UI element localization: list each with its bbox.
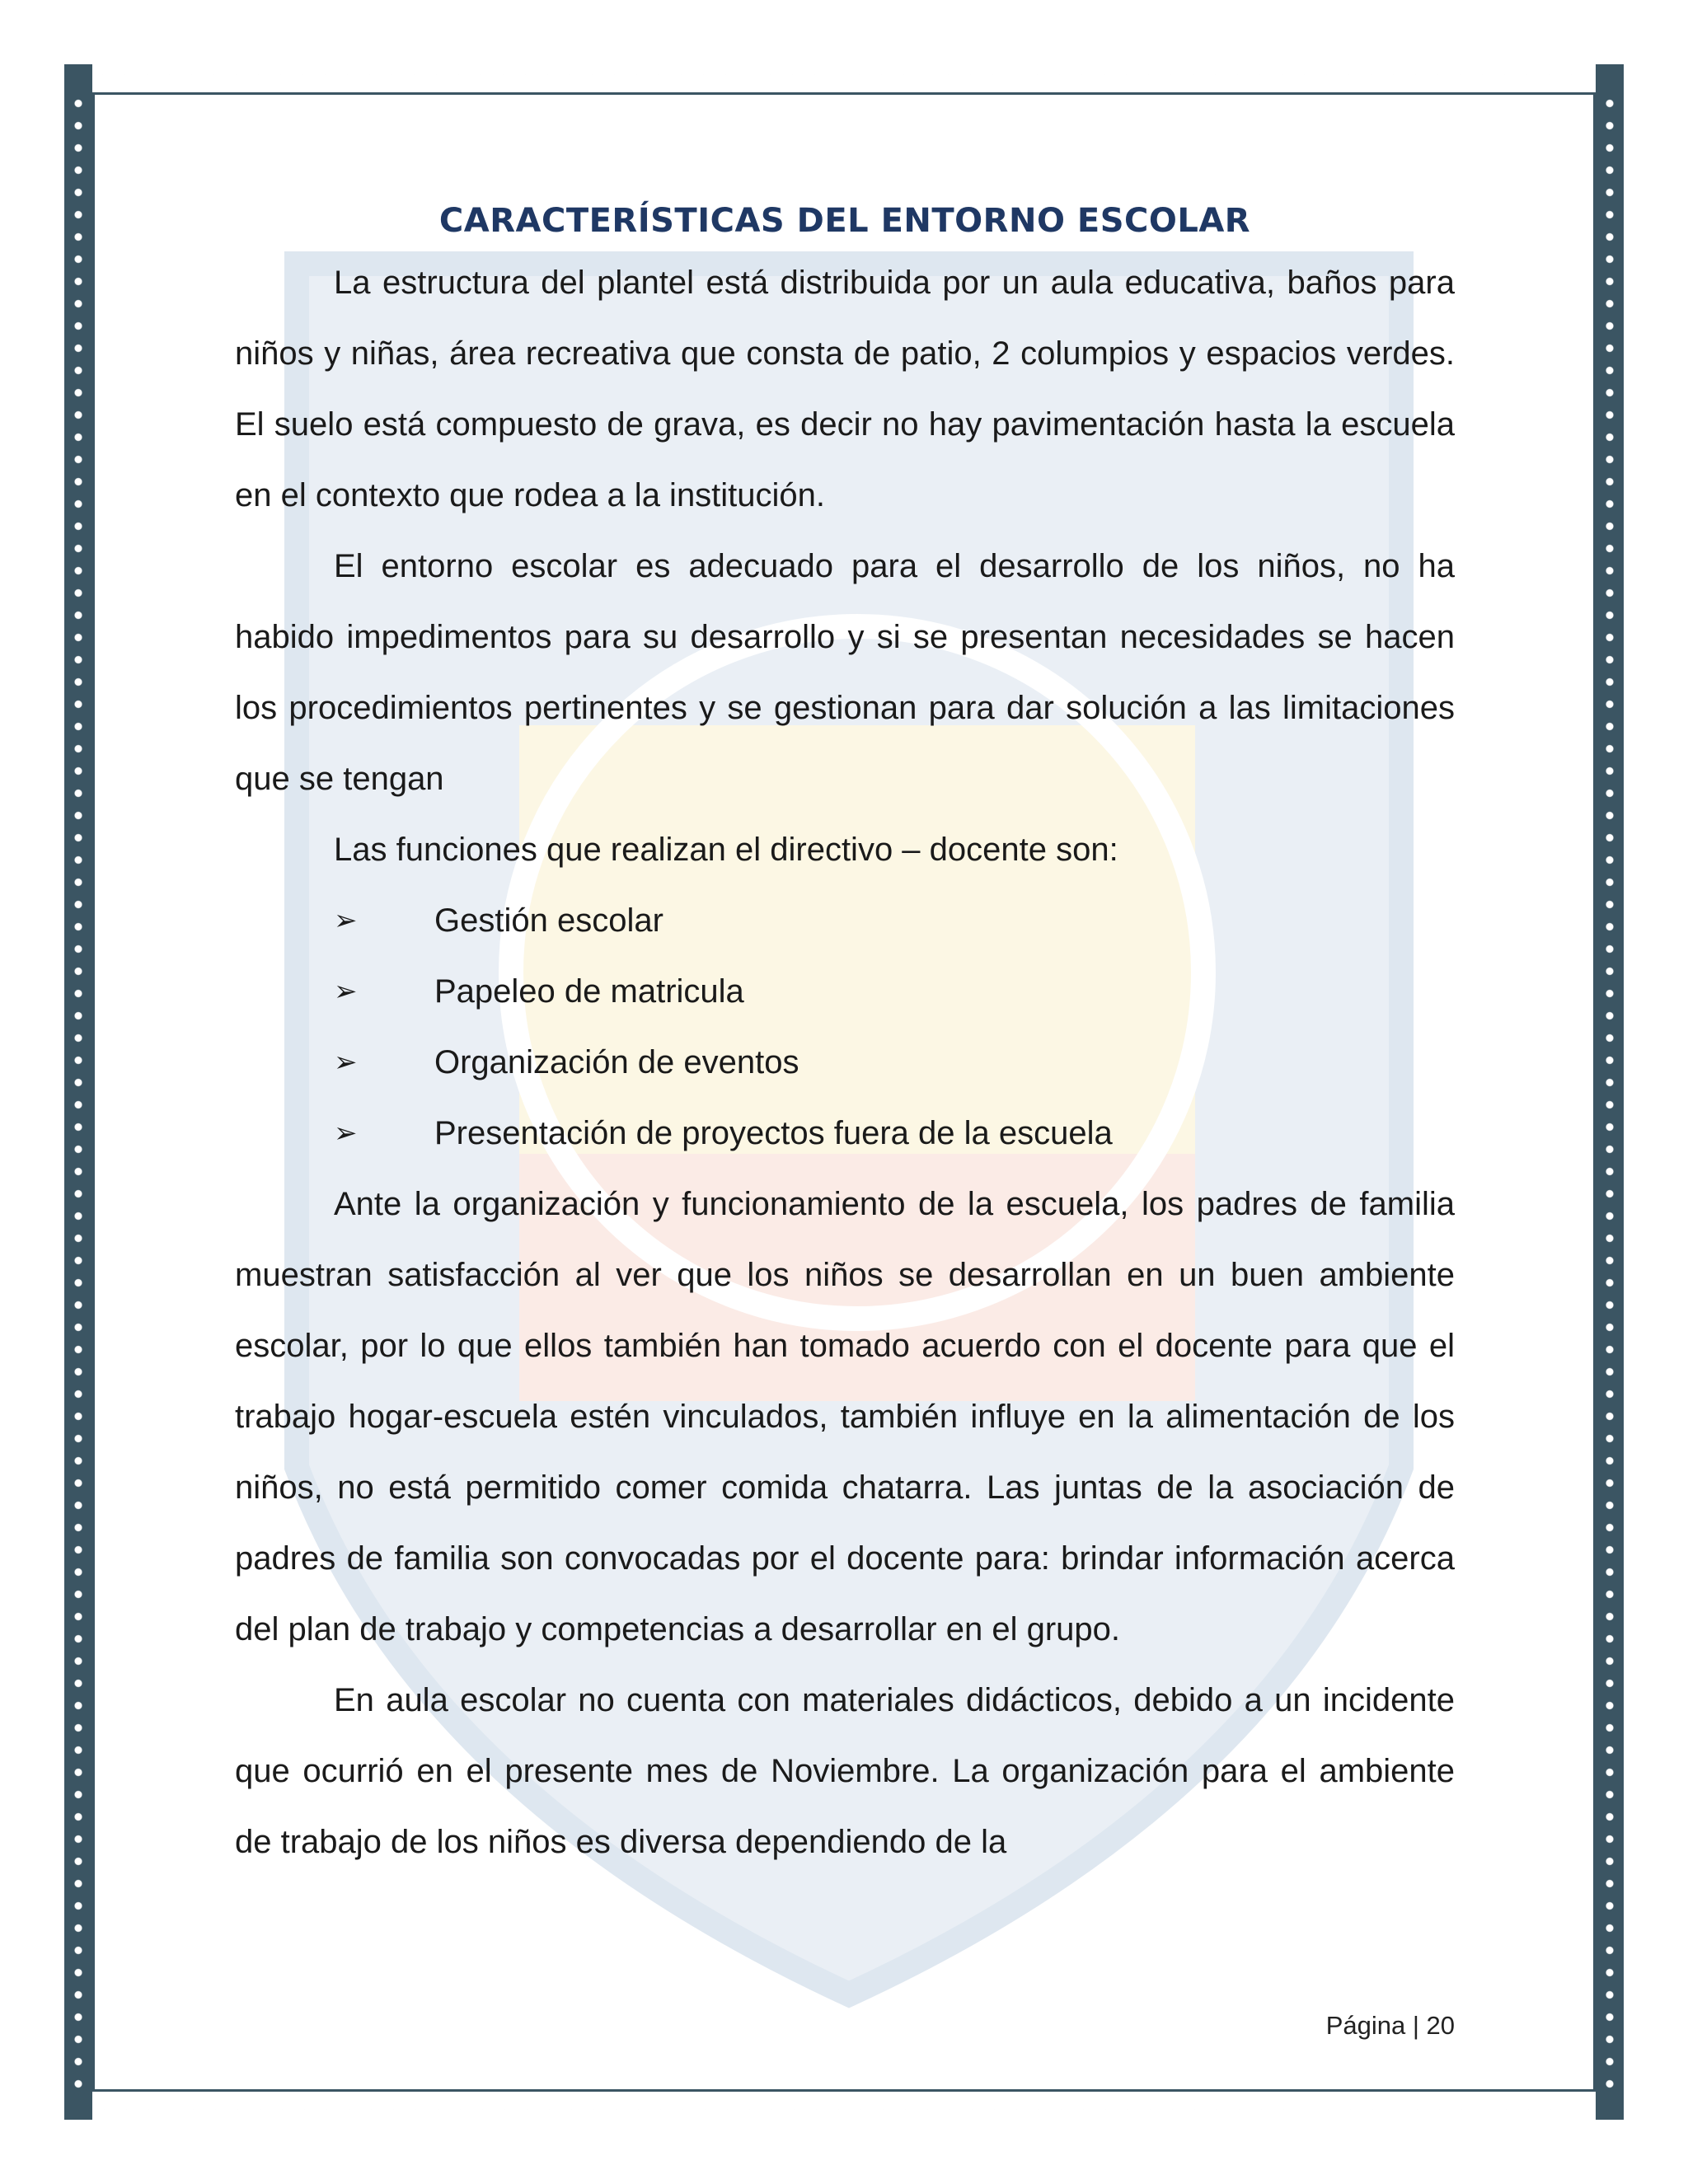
page-number: Página | 20 (1325, 2011, 1455, 2040)
list-item (235, 1027, 1455, 1098)
functions-list (235, 885, 1455, 1169)
list-item (235, 885, 1455, 956)
arrow-bullet-icon: ➢ (334, 904, 358, 937)
paragraph: El entorno escolar es adecuado para el desarrollo de los niños, no ha habido impedimentos para su desarrollo y si se presentan necesidades se hacen los procedimientos pertinentes y se gestionan para dar solución a las limitaciones que se tengan (235, 548, 1455, 797)
list-item-text: Presentación de proyectos fuera de la escuela (434, 1115, 1113, 1151)
paragraph: Ante la organización y funcionamiento de la escuela, los padres de familia muestran satisfacción al ver que los niños se desarrollan en un buen ambiente escolar, por lo que ellos también han tomado acuerdo con el docente para que el trabajo hogar-escuela estén vinculados, también influye en la alimentación de los niños, no está permitido comer comida chatarra. Las juntas de la asociación de padres de familia son convocadas por el docente para: brindar información acerca del plan de trabajo y competencias a desarrollar en el grupo. (235, 1186, 1455, 1647)
page-content (235, 198, 1455, 1877)
arrow-bullet-icon: ➢ (334, 975, 358, 1008)
list-item (235, 1098, 1455, 1169)
page-title: CARACTERÍSTICAS DEL ENTORNO ESCOLAR (438, 202, 1251, 240)
list-item-text: Gestión escolar (434, 902, 663, 939)
list-item-text: Organización de eventos (434, 1044, 799, 1080)
list-item-text: Papeleo de matricula (434, 973, 744, 1010)
arrow-bullet-icon: ➢ (334, 1117, 358, 1150)
paragraph: La estructura del plantel está distribuida por un aula educativa, baños para niños y niñas, área recreativa que consta de patio, 2 columpios y espacios verdes. El suelo está compuesto de grava, es decir no hay pavimentación hasta la escuela en el contexto que rodea a la institución. (235, 265, 1455, 513)
arrow-bullet-icon: ➢ (334, 1046, 358, 1079)
paragraph: Las funciones que realizan el directivo – docente son: (334, 832, 1118, 868)
list-item (235, 956, 1455, 1027)
paragraph: En aula escolar no cuenta con materiales didácticos, debido a un incidente que ocurrió en el presente mes de Noviembre. La organización para el ambiente de trabajo de los niños es diversa dependiendo de la (235, 1682, 1455, 1860)
